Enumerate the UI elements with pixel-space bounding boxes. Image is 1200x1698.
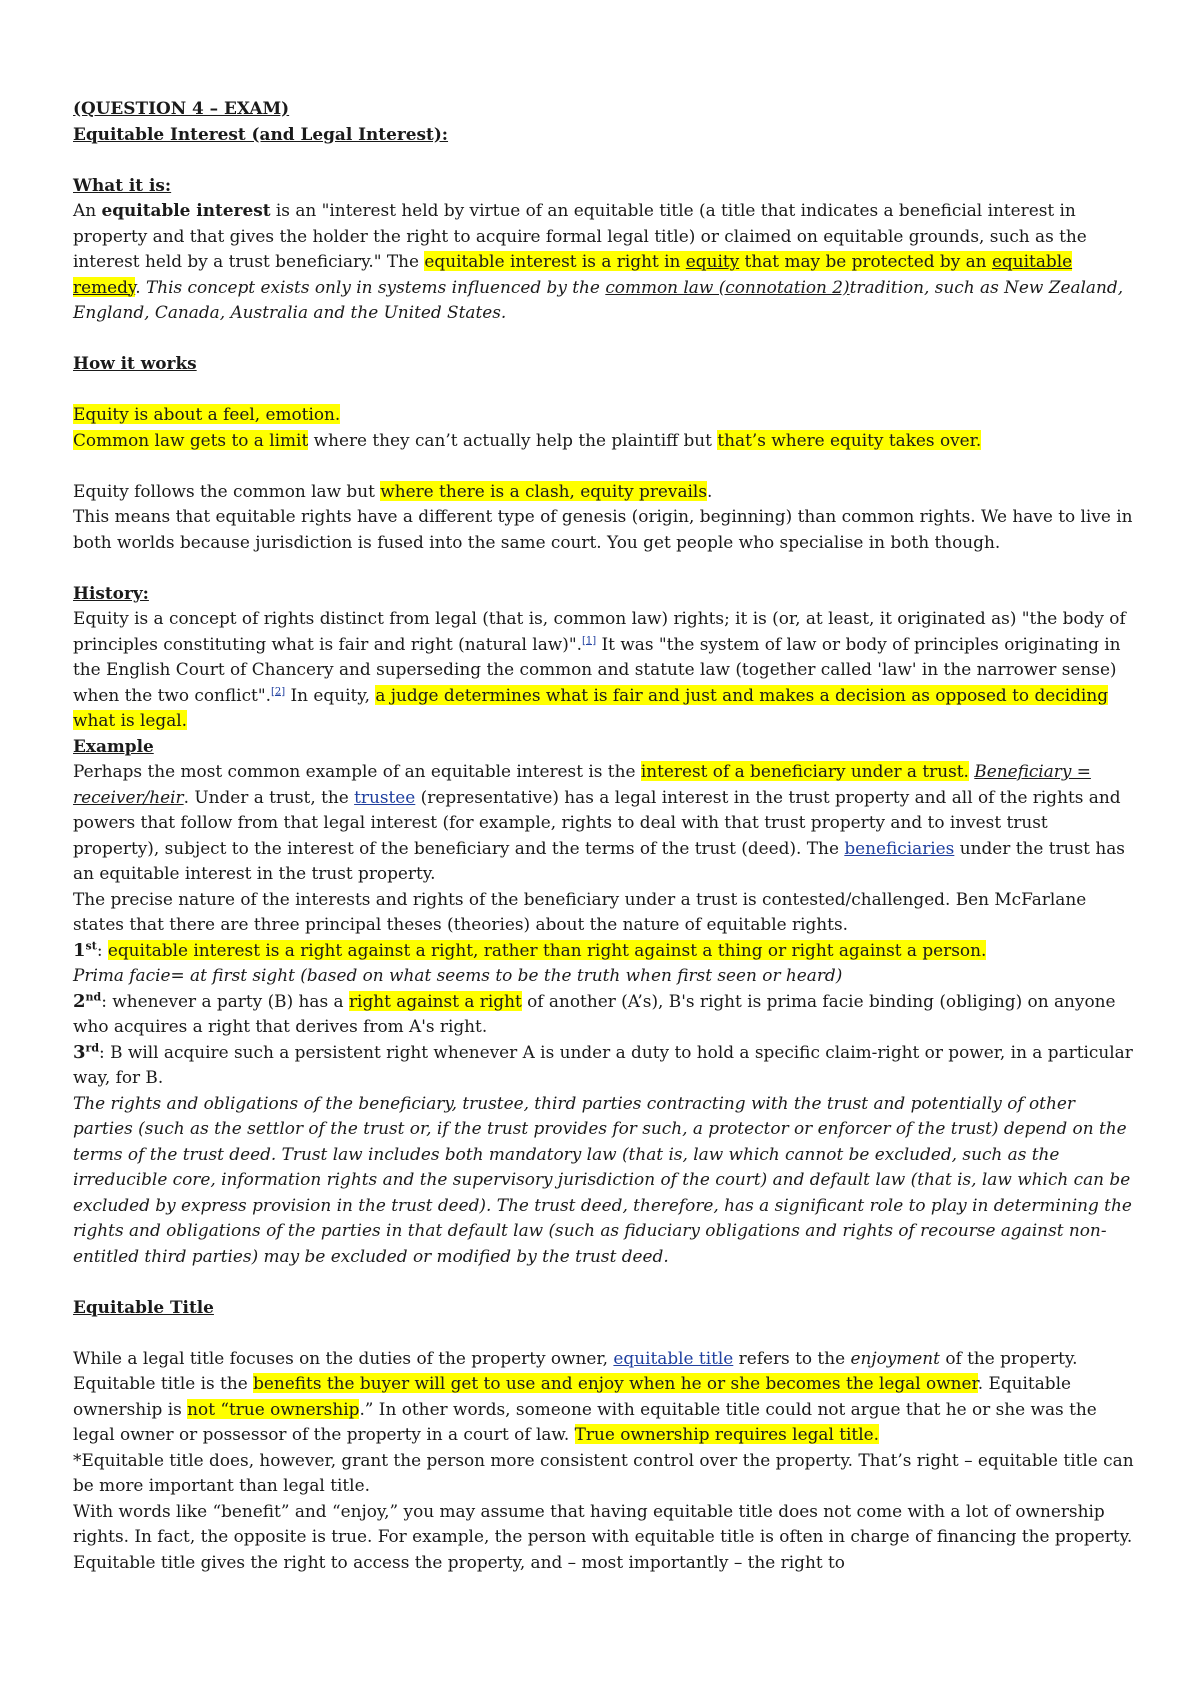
how-line-4: This means that equitable rights have a different type of genesis (origin, beginning) than common rights. We have to live in both worlds because jurisdiction is fused into the same court. You get people who specialise in both though. <box>73 506 1133 552</box>
beneficiary-definition: Beneficiary = receiver/heir <box>73 761 1091 807</box>
highlight-right-against-right: right against a right <box>348 990 522 1011</box>
highlight-beneficiary-interest: interest of a beneficiary under a trust. <box>640 761 969 781</box>
text-run: is an "interest held by virtue of an equitable title (a title that indicates a beneficial interest in property and that gives the holder the right to acquire formal legal title) or claimed on equitable grounds, such as the interest held by a trust beneficiary." The <box>73 200 1087 271</box>
highlight-equitable-right: equitable interest is a right in equity that may be protected by an equitable remedy <box>73 251 1073 297</box>
heading-equitable-title: Equitable Title <box>73 1296 214 1317</box>
footnote-link-1[interactable]: [1] <box>581 634 597 646</box>
heading-how-it-works: How it works <box>73 353 197 373</box>
thesis-2: 2nd: whenever a party (B) has a right against a right of another (A’s), B's right is prima facie binding (obliging) on anyone who acquires a right that derives from A's right. <box>73 989 1116 1036</box>
underline-equitable-remedy: equitable remedy <box>73 251 1073 297</box>
prima-facie-note: Prima facie= at first sight (based on what seems to be the truth when first seen or heard) <box>73 965 843 985</box>
highlight-true-ownership: True ownership requires legal title. <box>574 1424 879 1444</box>
italic-common-law-note: This concept exists only in systems influenced by the common law (connotation 2)tradition, such as New Zealand, England, Canada, Australia and the United States. <box>73 276 1124 322</box>
equitable-title-paragraph: While a legal title focuses on the duties of the property owner, equitable title refers to the enjoyment of the property. Equitable title is the benefits the buyer will get to use and enjoy when he or she becomes the legal owner. Equitable ownership is not “true ownership.” In other words, someone with equitable title could not argue that he or she was the legal owner or possessor of the property in a court of law. True ownership requires legal title. <box>73 1347 1097 1444</box>
highlight-feel: Equity is about a feel, emotion. <box>73 404 341 424</box>
highlight-equity-takes-over: that’s where equity takes over. <box>717 429 982 450</box>
term-equitable-interest: equitable interest <box>101 200 271 220</box>
question-label: (QUESTION 4 – EXAM) <box>73 98 290 118</box>
document-page <box>73 96 1135 1575</box>
heading-history: History: <box>73 582 149 603</box>
document-title: Equitable Interest (and Legal Interest): <box>73 123 449 144</box>
text-run: An <box>73 200 102 220</box>
trustee-link[interactable]: trustee <box>354 786 416 807</box>
highlight-judge-determines: a judge determines what is fair and just and makes a decision as opposed to deciding what is legal. <box>73 684 1109 730</box>
how-line-3: Equity follows the common law but where there is a clash, equity prevails. <box>73 480 713 501</box>
example-paragraph-1: Perhaps the most common example of an equitable interest is the interest of a beneficiary under a trust. Beneficiary = receiver/heir. Under a trust, the trustee (representative) has a legal interest in the trust property and all of the rights and powers that follow from that legal interest (for example, rights to deal with that trust property and to invest trust property), subject to the interest of the beneficiary and the terms of the trust (deed). The beneficiaries under the trust has an equitable interest in the trust property. <box>73 761 1125 883</box>
heading-what-it-is: What it is: <box>73 174 172 195</box>
heading-example: Example <box>73 735 154 756</box>
footnote-link-2[interactable]: [2] <box>270 685 286 697</box>
history-paragraph: Equity is a concept of rights distinct from legal (that is, common law) rights; it is (or, at least, it originated as) "the body of principles constituting what is fair and right (natural law)".[1] It was "the system of law or body of principles originating in the English Court of Chancery and superseding the common and statute law (together called 'law' in the narrower sense) when the two conflict".[2] In equity, a judge determines what is fair and just and makes a decision as opposed to deciding what is legal. <box>73 608 1126 730</box>
beneficiaries-link[interactable]: beneficiaries <box>844 837 955 858</box>
text-run: . <box>135 276 146 297</box>
equitable-title-link[interactable]: equitable title <box>613 1347 734 1368</box>
thesis-3: 3rd: B will acquire such a persistent right whenever A is under a duty to hold a specific claim-right or power, in a particular way, for B. <box>73 1040 1133 1087</box>
how-line-1 <box>73 402 1135 428</box>
equitable-title-note: *Equitable title does, however, grant the person more consistent control over the property. That’s right – equitable title can be more important than legal title. <box>73 1449 1134 1495</box>
thesis-1: 1st: equitable interest is a right against a right, rather than right against a thing or right against a person. <box>73 938 987 961</box>
highlight-limit: Common law gets to a limit <box>73 429 309 450</box>
highlight-not-true-ownership: not “true ownership <box>187 1398 360 1419</box>
common-law-link[interactable]: common law (connotation 2) <box>605 276 850 297</box>
underline-equity: equity <box>685 251 740 271</box>
definition-paragraph <box>73 198 1135 326</box>
how-line-2: Common law gets to a limit where they can’t actually help the plaintiff but that’s where equity takes over. <box>73 429 982 450</box>
highlight-thesis-1: equitable interest is a right against a right, rather than right against a thing or right against a person. <box>107 939 987 960</box>
highlight-equity-prevails: where there is a clash, equity prevails <box>380 480 707 501</box>
example-paragraph-2: The precise nature of the interests and rights of the beneficiary under a trust is contested/challenged. Ben McFarlane states that there are three principal theses (theories) about the nature of equitable rights. <box>73 888 1087 934</box>
trust-deed-paragraph: The rights and obligations of the beneficiary, trustee, third parties contracting with the trust and potentially of other parties (such as the settlor of the trust or, if the trust provides for such, a protector or enforcer of the trust) depend on the terms of the trust deed. Trust law includes both mandatory law (that is, law which cannot be excluded, such as the irreducible core, information rights and the supervisory jurisdiction of the court) and default law (that is, law which can be excluded by express provision in the trust deed). The trust deed, therefore, has a significant role to play in determining the rights and obligations of the parties in that default law (such as fiduciary obligations and rights of recourse against non-entitled third parties) may be excluded or modified by the trust deed. <box>73 1092 1132 1266</box>
highlight-benefits: benefits the buyer will get to use and enjoy when he or she becomes the legal owner <box>253 1373 978 1393</box>
equitable-title-paragraph-3: With words like “benefit” and “enjoy,” you may assume that having equitable title does not come with a lot of ownership rights. In fact, the opposite is true. For example, the person with equitable title is often in charge of financing the property. Equitable title gives the right to access the property, and – most importantly – the right to <box>73 1500 1133 1572</box>
